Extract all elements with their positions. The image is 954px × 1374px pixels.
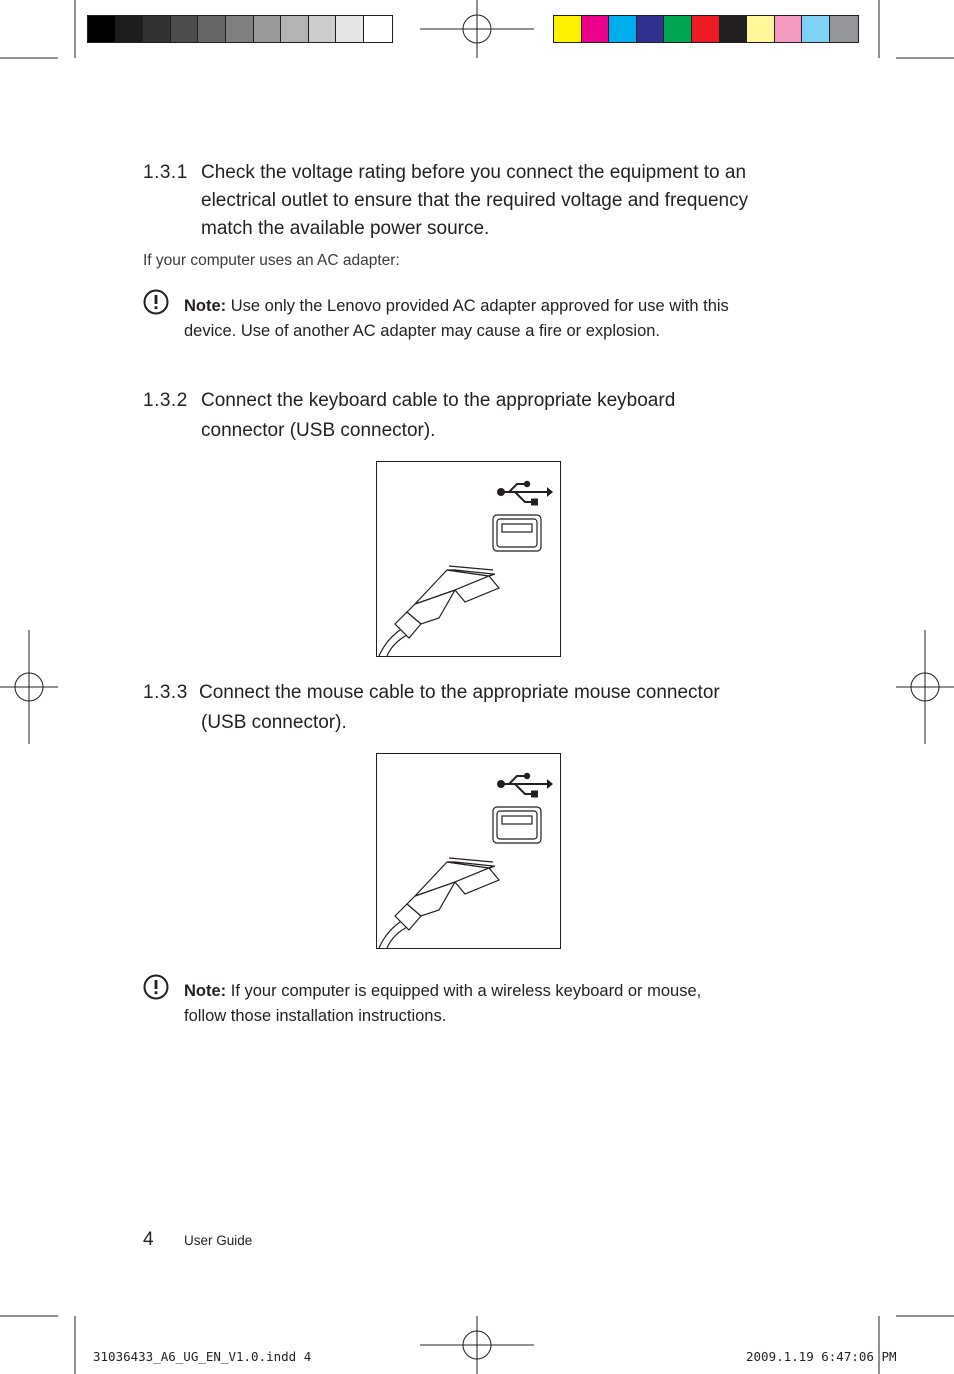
section-line: Connect the keyboard cable to the appropriate keyboard bbox=[201, 390, 676, 411]
keyboard-usb-figure bbox=[376, 461, 561, 657]
color-swatch bbox=[692, 16, 720, 42]
section-line: Connect the mouse cable to the appropriate mouse connector bbox=[199, 682, 720, 703]
grayscale-color-bar bbox=[87, 15, 393, 43]
usb-plug bbox=[379, 858, 499, 948]
color-swatch bbox=[747, 16, 775, 42]
color-swatch bbox=[802, 16, 830, 42]
color-swatch bbox=[336, 16, 364, 42]
mouse-usb-figure bbox=[376, 753, 561, 949]
note-text: If your computer is equipped with a wireless keyboard or mouse, bbox=[226, 982, 702, 1000]
page-number: 4 bbox=[143, 1229, 154, 1250]
section-number: 1.3.2 bbox=[143, 390, 188, 411]
color-swatch bbox=[281, 16, 309, 42]
section-line: match the available power source. bbox=[201, 218, 490, 239]
color-swatch bbox=[143, 16, 171, 42]
note-line bbox=[184, 979, 701, 1004]
note-line: device. Use of another AC adapter may cause a fire or explosion. bbox=[184, 322, 661, 340]
section-line: Check the voltage rating before you connect the equipment to an bbox=[201, 162, 747, 183]
color-swatch bbox=[226, 16, 254, 42]
color-swatch bbox=[582, 16, 610, 42]
section-line: (USB connector). bbox=[201, 712, 347, 733]
color-swatch bbox=[254, 16, 282, 42]
slug-timestamp: 2009.1.19 6:47:06 PM bbox=[746, 1349, 897, 1364]
color-swatch bbox=[198, 16, 226, 42]
color-swatch bbox=[830, 16, 858, 42]
color-swatch bbox=[171, 16, 199, 42]
color-swatch bbox=[775, 16, 803, 42]
usb-port bbox=[493, 807, 541, 843]
color-swatch bbox=[637, 16, 665, 42]
footer-label: User Guide bbox=[184, 1233, 253, 1248]
color-swatch bbox=[364, 16, 392, 42]
section-number: 1.3.3 bbox=[143, 682, 188, 703]
note-line bbox=[184, 294, 729, 319]
color-swatch bbox=[116, 16, 144, 42]
process-color-bar bbox=[553, 15, 859, 43]
usb-connector-illustration bbox=[377, 754, 560, 948]
section-line: connector (USB connector). bbox=[201, 420, 436, 441]
warning-exclamation-icon bbox=[143, 289, 169, 315]
section-number: 1.3.1 bbox=[143, 162, 188, 183]
note-label: Note: bbox=[184, 297, 227, 315]
usb-symbol-icon bbox=[497, 773, 553, 798]
color-swatch bbox=[609, 16, 637, 42]
warning-exclamation-icon bbox=[143, 974, 169, 1000]
note-line: follow those installation instructions. bbox=[184, 1007, 447, 1025]
usb-port bbox=[493, 515, 541, 551]
color-swatch bbox=[664, 16, 692, 42]
color-swatch bbox=[309, 16, 337, 42]
note-text: Use only the Lenovo provided AC adapter approved for use with this bbox=[226, 297, 729, 315]
section-line: electrical outlet to ensure that the required voltage and frequency bbox=[201, 190, 749, 211]
adapter-intro: If your computer uses an AC adapter: bbox=[143, 252, 400, 269]
color-swatch bbox=[554, 16, 582, 42]
color-swatch bbox=[720, 16, 748, 42]
usb-connector-illustration bbox=[377, 462, 560, 656]
note-label: Note: bbox=[184, 982, 227, 1000]
slug-filename: 31036433_A6_UG_EN_V1.0.indd 4 bbox=[93, 1349, 312, 1364]
usb-plug bbox=[379, 566, 499, 656]
usb-symbol-icon bbox=[497, 481, 553, 506]
color-swatch bbox=[88, 16, 116, 42]
